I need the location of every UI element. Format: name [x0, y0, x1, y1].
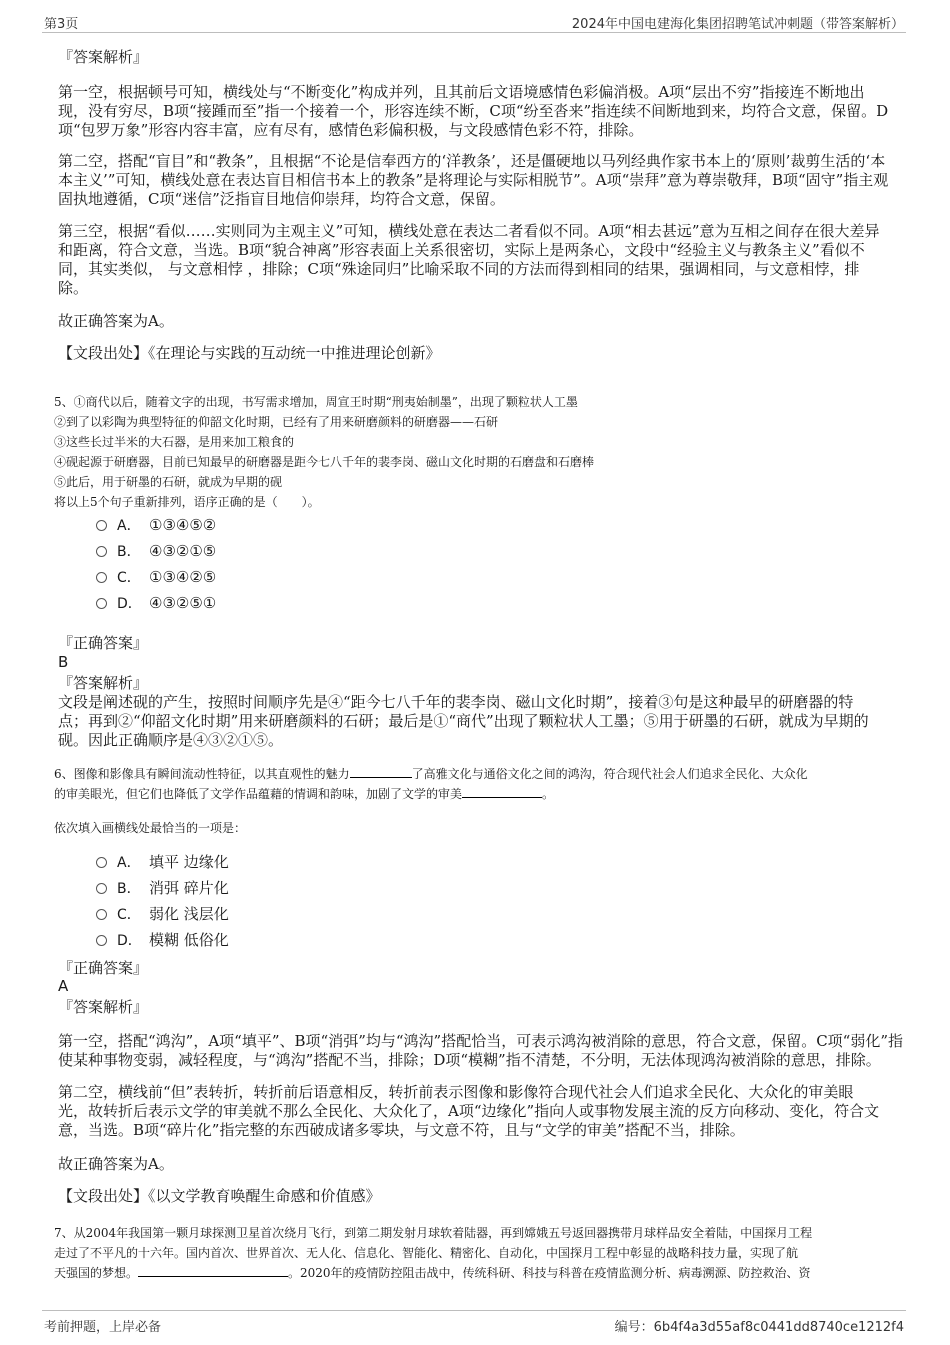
- q6-p1-line1: 第一空，搭配“鸿沟”，A项“填平”、B项“消弭”均与“鸿沟”搭配恰当，可表示鸿沟被消除的意思，符合文意，保留。C项“弱化”指: [58, 1032, 904, 1050]
- page-number: 第3页: [44, 17, 79, 32]
- q4-p3-line3: 同，其实类似， 与文意相悖 ，排除；C项“殊途同归”比喻采取不同的方法而得到相同的结果，强调相同，与文意相悖，排: [58, 260, 860, 278]
- q5-analysis-label: 『答案解析』: [58, 674, 149, 692]
- q6-p2-line3: 意，当选。B项“碎片化”指完整的东西破成诸多零块，与文意不符，且与“文学的审美”搭配不当，排除。: [58, 1121, 745, 1139]
- q4-p3-line1: 第三空，根据“看似……实则同为主观主义”可知，横线处意在表达二者看似不同。A项“相去甚远”意为互相之间存在很大差异: [58, 222, 880, 240]
- q6-source: 【文段出处】《以文学教育唤醒生命感和价值感》: [58, 1187, 381, 1205]
- q4-p2-line1: 第二空，搭配“盲目”和“教条”，且根据“不论是信奉西方的‘洋教条’，还是僵硬地以马列经典作家书本上的‘原则’裁剪生活的‘本: [58, 152, 886, 170]
- q5-option-b[interactable]: B． ④③②①⑤: [96, 542, 216, 562]
- radio-icon[interactable]: [96, 909, 107, 920]
- q6-instruction: 依次填入画横线处最恰当的一项是：: [54, 821, 247, 835]
- q6-conclusion: 故正确答案为A。: [58, 1155, 174, 1173]
- q6-answer: A: [58, 977, 69, 995]
- radio-icon[interactable]: [96, 883, 107, 894]
- q4-p2-line2: 本主义’”可知，横线处意在表达盲目相信书本上的教条”是将理论与实际相脱节”。A项“崇拜”意为尊崇敬拜，B项“固守”指主观: [58, 171, 889, 189]
- document-title: 2024年中国电建海化集团招聘笔试冲刺题（带答案解析）: [571, 17, 904, 32]
- q5-sentence-3: ③这些长过半米的大石器，是用来加工粮食的: [54, 435, 295, 449]
- q4-conclusion: 故正确答案为A。: [58, 312, 174, 330]
- q5-answer: B: [58, 653, 69, 671]
- q4-p2-line3: 固执地遵循，C项“迷信”泛指盲目地信仰崇拜，均符合文意，保留。: [58, 190, 505, 208]
- document-id: 编号：6b4f4a3d55af8c0441dd8740ce1212f4: [614, 1320, 904, 1335]
- q6-answer-label: 『正确答案』: [58, 959, 149, 977]
- q5-option-d[interactable]: D． ④③②⑤①: [96, 594, 216, 614]
- q5-sentence-1: 5、①商代以后，随着文字的出现，书写需求增加，周宣王时期“刑夷始制墨”，出现了颗粒状人工墨: [54, 395, 578, 409]
- q5-option-c[interactable]: C． ①③④②⑤: [96, 568, 216, 588]
- q5-answer-label: 『正确答案』: [58, 634, 149, 652]
- radio-icon[interactable]: [96, 857, 107, 868]
- q6-p2-line2: 光，故转折后表示文学的审美就不那么全民化、大众化了，A项“边缘化”指向人或事物发展主流的反方向移动、变化，符合文: [58, 1102, 880, 1120]
- q5-analysis-line2: 点；再到②“仰韶文化时期”用来研磨颜料的石研；最后是①“商代”出现了颗粒状人工墨；⑤用于研墨的石研，就成为早期的: [58, 712, 869, 730]
- q5-sentence-4: ④砚起源于研磨器，目前已知最早的研磨器是距今七八千年的裴李岗、磁山文化时期的石磨盘和石磨棒: [54, 455, 595, 469]
- q4-source: 【文段出处】《在理论与实践的互动统一中推进理论创新》: [58, 344, 441, 362]
- q5-option-a[interactable]: A． ①③④⑤②: [96, 516, 216, 536]
- page-footer: [42, 1310, 906, 1337]
- q6-stem-line2: 的审美眼光，但它们也降低了文学作品蕴藉的情调和韵味，加剧了文学的审美 。: [54, 787, 555, 801]
- q5-sentence-5: ⑤此后，用于研墨的石研，就成为早期的砚: [54, 475, 283, 489]
- q6-option-d[interactable]: D． 模糊 低俗化: [96, 931, 229, 951]
- q5-analysis-line3: 砚。因此正确顺序是④③②①⑤。: [58, 731, 284, 749]
- q7-line1: 7、从2004年我国第一颗月球探测卫星首次绕月飞行，到第二期发射月球软着陆器，再到嫦娥五号返回器携带月球样品安全着陆，中国探月工程: [54, 1226, 813, 1240]
- q4-p3-line4: 除。: [58, 279, 89, 297]
- q6-option-b[interactable]: B． 消弭 碎片化: [96, 879, 229, 899]
- q5-stem: 将以上5个句子重新排列，语序正确的是（ ）。: [54, 495, 320, 509]
- radio-icon[interactable]: [96, 572, 107, 583]
- q6-p2-line1: 第二空，横线前“但”表转折，转折前后语意相反，转折前表示图像和影像符合现代社会人们追求全民化、大众化的审美眼: [58, 1083, 854, 1101]
- q6-p1-line2: 使某种事物变弱，减轻程度，与“鸿沟”搭配不当，排除；D项“模糊”指不清楚，不分明，无法体现鸿沟被消除的意思，排除。: [58, 1051, 881, 1069]
- q6-analysis-label: 『答案解析』: [58, 998, 149, 1016]
- q5-sentence-2: ②到了以彩陶为典型特征的仰韶文化时期，已经有了用来研磨颜料的研磨器——石研: [54, 415, 499, 429]
- q7-line3: 天强国的梦想。 。2020年的疫情防控阻击战中，传统科研、科技与科普在疫情监测分析、病毒溯源、防控救治、资: [54, 1266, 811, 1280]
- q4-p1-line3: 项“包罗万象”形容内容丰富，应有尽有，感情色彩偏积极，与文段感情色彩不符，排除。: [58, 121, 644, 139]
- q4-p3-line2: 和距离，符合文意，当选。B项“貌合神离”形容表面上关系很密切，实际上是两条心，文段中“经验主义与教条主义”看似不: [58, 241, 865, 259]
- q6-option-a[interactable]: A． 填平 边缘化: [96, 853, 229, 873]
- q4-p1-line1: 第一空，根据顿号可知，横线处与“不断变化”构成并列，且其前后文语境感情色彩偏消极。A项“层出不穷”指接连不断地出: [58, 83, 865, 101]
- q6-stem-line1: 6、图像和影像具有瞬间流动性特征，以其直观性的魅力 了高雅文化与通俗文化之间的鸿沟，符合现代社会人们追求全民化、大众化: [54, 767, 808, 781]
- q7-blank: [138, 1275, 288, 1277]
- q4-p1-line2: 现，没有穷尽，B项“接踵而至”指一个接着一个，形容连续不断，C项“纷至沓来”指连续不间断地到来，均符合文意，保留。D: [58, 102, 889, 120]
- q6-blank-1: [350, 776, 412, 778]
- q7-line2: 走过了不平凡的十六年。国内首次、世界首次、无人化、信息化、智能化、精密化、自动化，中国探月工程中彰显的战略科技力量，实现了航: [54, 1246, 799, 1260]
- radio-icon[interactable]: [96, 935, 107, 946]
- q6-blank-2: [462, 796, 542, 798]
- radio-icon[interactable]: [96, 598, 107, 609]
- radio-icon[interactable]: [96, 546, 107, 557]
- radio-icon[interactable]: [96, 520, 107, 531]
- page-header: [42, 10, 906, 33]
- q6-option-c[interactable]: C． 弱化 浅层化: [96, 905, 229, 925]
- q4-analysis-label: 『答案解析』: [58, 48, 149, 66]
- footer-slogan: 考前押题，上岸必备: [44, 1320, 162, 1335]
- q5-analysis-line1: 文段是阐述砚的产生，按照时间顺序先是④“距今七八千年的裴李岗、磁山文化时期”，接着③句是这种最早的研磨器的特: [58, 693, 854, 711]
